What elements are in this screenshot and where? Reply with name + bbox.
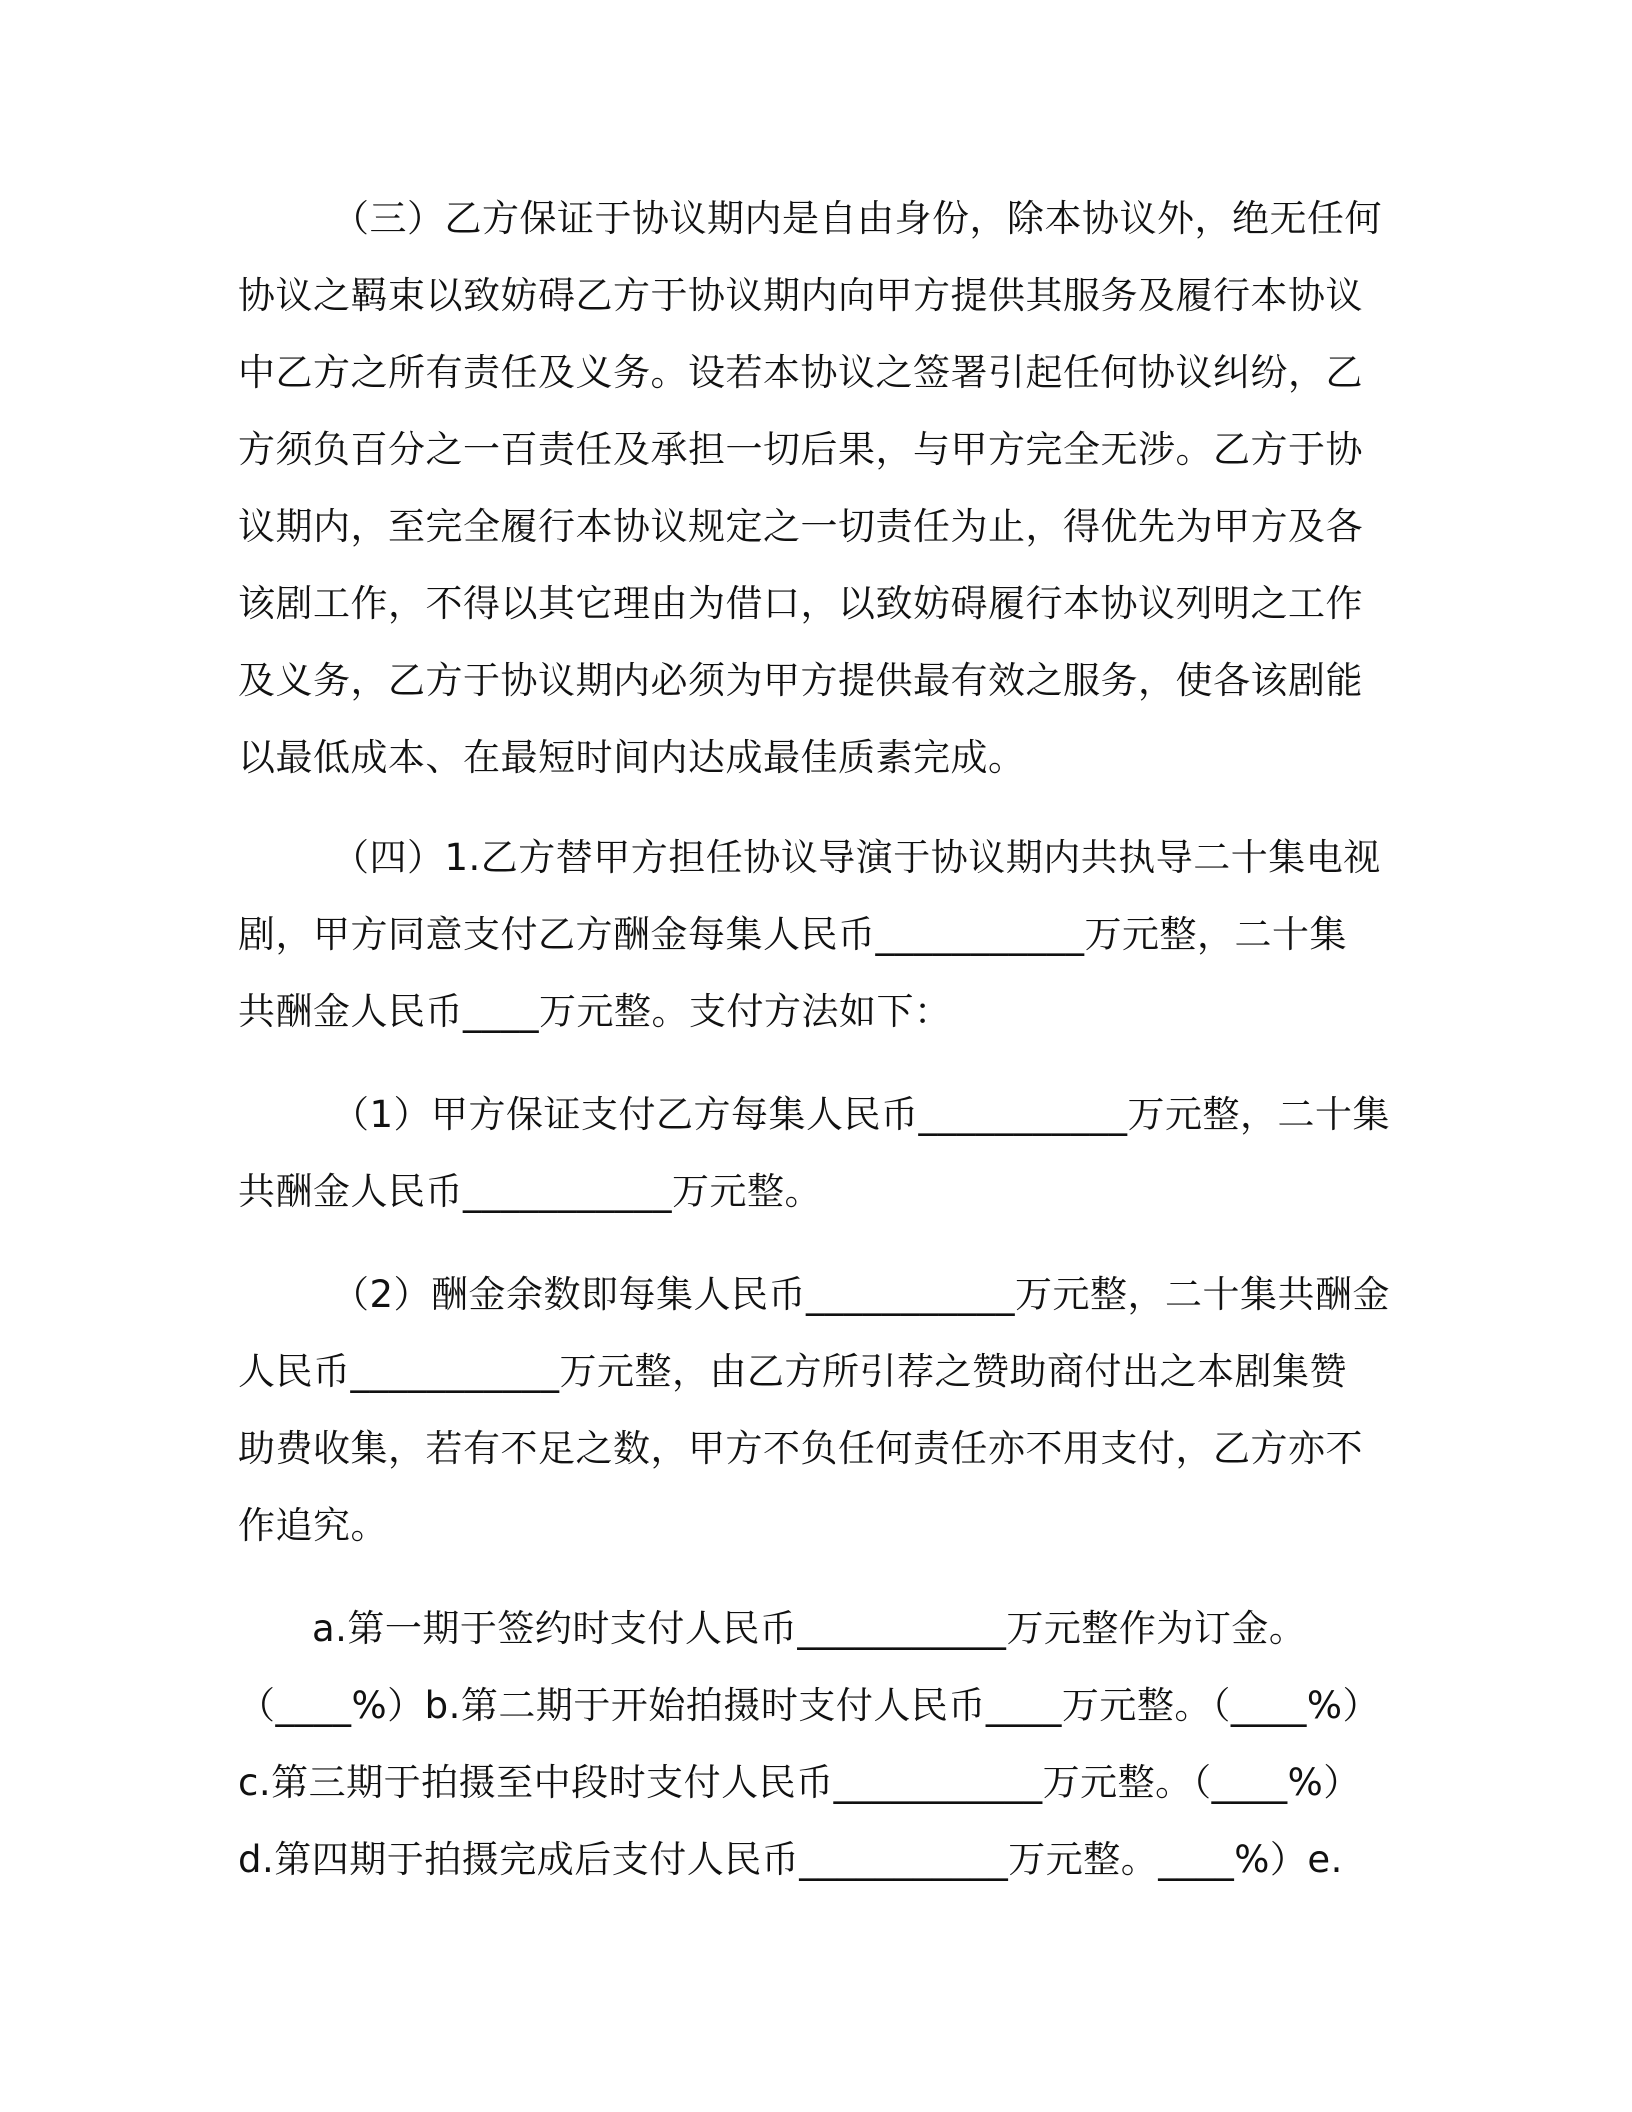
paragraph-3-line-8: 以最低成本、在最短时间内达成最佳质素完成。 bbox=[238, 736, 1026, 779]
paragraph-3-line-1: （三）乙方保证于协议期内是自由身份，除本协议外，绝无任何 bbox=[332, 197, 1382, 240]
paragraph-4-line-3: 共酬金人民币____万元整。支付方法如下： bbox=[238, 990, 952, 1033]
paragraph-3-line-7: 及义务，乙方于协议期内必须为甲方提供最有效之服务，使各该剧能 bbox=[238, 659, 1363, 702]
payment-line-c: c.第三期于拍摄至中段时支付人民币___________万元整。（____%） bbox=[238, 1761, 1361, 1804]
item-1-line-2: 共酬金人民币___________万元整。 bbox=[238, 1170, 822, 1213]
payment-line-a: a.第一期于签约时支付人民币___________万元整作为订金。 bbox=[312, 1607, 1307, 1650]
item-2-line-4: 作追究。 bbox=[238, 1504, 388, 1547]
payment-line-d: d.第四期于拍摄完成后支付人民币___________万元整。____%）e. bbox=[238, 1838, 1343, 1881]
payment-line-b: （____%）b.第二期于开始拍摄时支付人民币____万元整。（____%） bbox=[238, 1684, 1381, 1727]
item-2-line-1: （2）酬金余数即每集人民币___________万元整，二十集共酬金 bbox=[332, 1273, 1391, 1316]
paragraph-4-line-2: 剧，甲方同意支付乙方酬金每集人民币___________万元整，二十集 bbox=[238, 913, 1347, 956]
paragraph-3-line-2: 协议之羁束以致妨碍乙方于协议期内向甲方提供其服务及履行本协议 bbox=[238, 274, 1363, 317]
paragraph-3-line-3: 中乙方之所有责任及义务。设若本协议之签署引起任何协议纠纷，乙 bbox=[238, 351, 1363, 394]
paragraph-3-line-6: 该剧工作，不得以其它理由为借口，以致妨碍履行本协议列明之工作 bbox=[238, 582, 1363, 625]
paragraph-3-line-5: 议期内，至完全履行本协议规定之一切责任为止，得优先为甲方及各 bbox=[238, 505, 1363, 548]
paragraph-4-line-1: （四）1.乙方替甲方担任协议导演于协议期内共执导二十集电视 bbox=[332, 836, 1381, 879]
item-2-line-2: 人民币___________万元整，由乙方所引荐之赞助商付出之本剧集赞 bbox=[238, 1350, 1347, 1393]
item-1-line-1: （1）甲方保证支付乙方每集人民币___________万元整，二十集 bbox=[332, 1093, 1391, 1136]
item-2-line-3: 助费收集，若有不足之数，甲方不负任何责任亦不用支付，乙方亦不 bbox=[238, 1427, 1363, 1470]
paragraph-3-line-4: 方须负百分之一百责任及承担一切后果，与甲方完全无涉。乙方于协 bbox=[238, 428, 1363, 471]
